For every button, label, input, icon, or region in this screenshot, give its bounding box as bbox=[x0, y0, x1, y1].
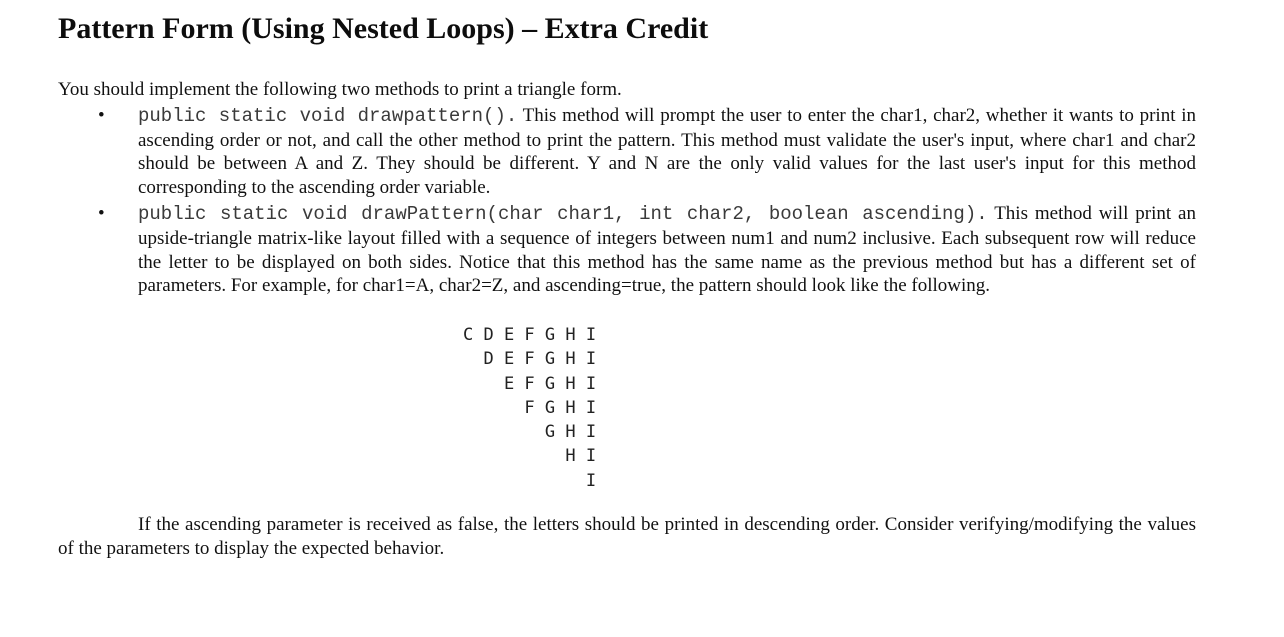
closing-paragraph: If the ascending parameter is received as false, the letters should be printed in descending order. Consider verifying/modifying the values of the parameters to display the expected behavior. bbox=[58, 514, 1196, 559]
method-list bbox=[96, 104, 1196, 298]
pattern-row: I bbox=[463, 470, 597, 491]
pattern-row: H I bbox=[463, 446, 597, 467]
method-description-no-args: This method will prompt the user to enter the char1, char2, whether it wants to print in ascending order or not, and call the other method to print the pattern. This method must validate the user's input, where char1 and char2 should be between A and Z. They should be different. Y and N are the only valid values for the last user's input for this method corresponding to the ascending order variable. bbox=[138, 105, 1196, 198]
pattern-row: E F G H I bbox=[463, 373, 597, 394]
method-description-with-args: This method will print an upside-triangle matrix-like layout filled with a sequence of integers between num1 and num2 inclusive. Each subsequent row will reduce the letter to be displayed on both sides. Notice that this method has the same name as the previous method but has a different set of parameters. For example, for char1=A, char2=Z, and ascending=true, the pattern should look like the following. bbox=[138, 203, 1196, 297]
page-title: Pattern Form (Using Nested Loops) – Extra Credit bbox=[58, 12, 709, 45]
method-signature-with-args: public static void drawPattern(char char1, int char2, boolean ascending). bbox=[138, 203, 988, 226]
pattern-row: D E F G H I bbox=[463, 349, 597, 370]
method-signature-no-args: public static void drawpattern(). bbox=[138, 105, 518, 127]
list-item-drawpattern-with-args bbox=[96, 202, 1196, 297]
list-item-drawpattern-no-args bbox=[96, 104, 1196, 199]
pattern-row: C D E F G H I bbox=[463, 325, 597, 345]
pattern-example bbox=[463, 323, 596, 493]
bullet-icon: • bbox=[98, 203, 105, 225]
intro-paragraph: You should implement the following two methods to print a triangle form. bbox=[58, 79, 622, 100]
pattern-row: G H I bbox=[463, 422, 597, 443]
pattern-row: F G H I bbox=[463, 397, 597, 418]
bullet-icon: • bbox=[98, 105, 105, 126]
